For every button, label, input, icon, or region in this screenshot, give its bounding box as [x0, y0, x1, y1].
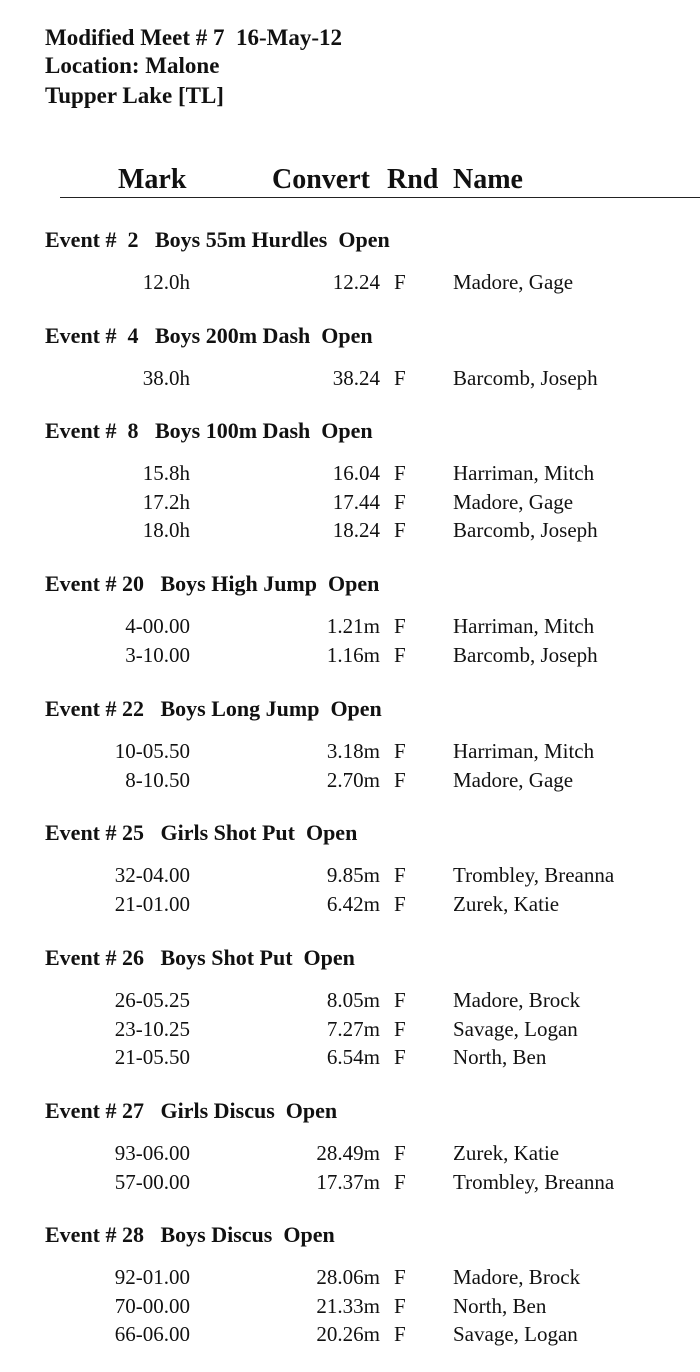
event-title: Event # 4 Boys 200m Dash Open — [45, 323, 373, 348]
athlete-name: Madore, Gage — [453, 270, 574, 294]
result-convert: 18.24 — [332, 518, 380, 543]
athlete-name: Savage, Logan — [453, 1322, 578, 1347]
result-mark: 93-06.00 — [114, 1141, 190, 1165]
result-round: F — [394, 270, 406, 294]
meet-title: Modified Meet # 7 16-May-12 — [45, 25, 343, 50]
column-header-rnd: Rnd — [387, 164, 439, 195]
result-convert: 1.16m — [326, 642, 380, 667]
result-convert: 16.04 — [332, 461, 380, 485]
result-row — [0, 269, 700, 295]
result-convert: 2.70m — [326, 767, 380, 792]
athlete-name: Barcomb, Joseph — [453, 642, 598, 667]
result-convert: 12.24 — [332, 270, 380, 294]
column-header-name: Name — [453, 164, 523, 195]
result-convert: 21.33m — [316, 1293, 380, 1318]
result-convert: 38.24 — [332, 366, 380, 390]
athlete-name: Madore, Gage — [453, 767, 574, 792]
result-round: F — [394, 767, 406, 792]
athlete-name: Zurek, Katie — [453, 1141, 560, 1165]
result-mark: 17.2h — [142, 489, 190, 514]
athlete-name: Madore, Gage — [453, 489, 574, 514]
result-mark: 38.0h — [142, 366, 190, 390]
result-convert: 3.18m — [326, 739, 380, 763]
athlete-name: Harriman, Mitch — [453, 461, 595, 485]
athlete-name: Trombley, Breanna — [453, 863, 615, 887]
result-round: F — [394, 1045, 406, 1070]
result-row — [0, 1169, 700, 1195]
result-round: F — [394, 1016, 406, 1041]
result-row — [0, 1264, 700, 1290]
result-convert: 6.42m — [326, 891, 380, 916]
team-name: Tupper Lake [TL] — [45, 83, 224, 108]
event-title: Event # 8 Boys 100m Dash Open — [45, 418, 373, 443]
result-convert: 9.85m — [326, 863, 380, 887]
result-mark: 26-05.25 — [114, 988, 190, 1012]
result-mark: 32-04.00 — [114, 863, 190, 887]
result-mark: 8-10.50 — [125, 767, 190, 792]
result-row — [0, 987, 700, 1013]
result-round: F — [394, 1141, 406, 1165]
result-mark: 15.8h — [142, 461, 190, 485]
meet-location: Location: Malone — [45, 53, 220, 78]
event-title: Event # 2 Boys 55m Hurdles Open — [45, 227, 390, 252]
result-convert: 7.27m — [326, 1016, 380, 1041]
event-title: Event # 22 Boys Long Jump Open — [45, 696, 382, 721]
result-convert: 1.21m — [326, 614, 380, 638]
result-round: F — [394, 1322, 406, 1347]
result-row — [0, 642, 700, 668]
result-mark: 3-10.00 — [125, 642, 190, 667]
event-title: Event # 28 Boys Discus Open — [45, 1222, 335, 1247]
result-row — [0, 767, 700, 793]
result-round: F — [394, 1169, 406, 1194]
athlete-name: Savage, Logan — [453, 1016, 578, 1041]
athlete-name: Madore, Brock — [453, 988, 581, 1012]
result-convert: 6.54m — [326, 1045, 380, 1070]
athlete-name: North, Ben — [453, 1045, 547, 1070]
result-mark: 23-10.25 — [114, 1016, 190, 1041]
result-convert: 17.37m — [316, 1169, 380, 1194]
result-row — [0, 1321, 700, 1347]
result-round: F — [394, 1293, 406, 1318]
result-mark: 66-06.00 — [114, 1322, 190, 1347]
result-mark: 10-05.50 — [114, 739, 190, 763]
result-row — [0, 517, 700, 543]
result-round: F — [394, 739, 406, 763]
athlete-name: Barcomb, Joseph — [453, 518, 598, 543]
event-title: Event # 25 Girls Shot Put Open — [45, 820, 358, 845]
athlete-name: North, Ben — [453, 1293, 547, 1318]
athlete-name: Madore, Brock — [453, 1265, 581, 1289]
result-round: F — [394, 891, 406, 916]
event-title: Event # 20 Boys High Jump Open — [45, 571, 380, 596]
result-convert: 20.26m — [316, 1322, 380, 1347]
result-row — [0, 1044, 700, 1070]
result-round: F — [394, 988, 406, 1012]
athlete-name: Barcomb, Joseph — [453, 366, 598, 390]
header-rule — [60, 197, 700, 198]
result-row — [0, 1293, 700, 1319]
result-row — [0, 1016, 700, 1042]
result-row — [0, 489, 700, 515]
result-round: F — [394, 518, 406, 543]
result-mark: 21-05.50 — [114, 1045, 190, 1070]
result-round: F — [394, 863, 406, 887]
result-round: F — [394, 489, 406, 514]
column-header-mark: Mark — [118, 164, 187, 195]
event-title: Event # 26 Boys Shot Put Open — [45, 945, 355, 970]
result-mark: 18.0h — [142, 518, 190, 543]
athlete-name: Trombley, Breanna — [453, 1169, 615, 1194]
result-convert: 8.05m — [326, 988, 380, 1012]
athlete-name: Harriman, Mitch — [453, 614, 595, 638]
result-mark: 4-00.00 — [125, 614, 190, 638]
result-row — [0, 1140, 700, 1166]
result-convert: 28.49m — [316, 1141, 380, 1165]
result-mark: 12.0h — [142, 270, 190, 294]
result-round: F — [394, 642, 406, 667]
result-mark: 21-01.00 — [114, 891, 190, 916]
result-convert: 17.44 — [332, 489, 380, 514]
result-mark: 57-00.00 — [114, 1169, 190, 1194]
result-row — [0, 891, 700, 917]
athlete-name: Zurek, Katie — [453, 891, 560, 916]
result-round: F — [394, 614, 406, 638]
result-mark: 70-00.00 — [114, 1293, 190, 1318]
result-round: F — [394, 1265, 406, 1289]
result-mark: 92-01.00 — [114, 1265, 190, 1289]
result-row — [0, 365, 700, 391]
column-header-convert: Convert — [272, 164, 370, 195]
result-convert: 28.06m — [316, 1265, 380, 1289]
athlete-name: Harriman, Mitch — [453, 739, 595, 763]
result-round: F — [394, 366, 406, 390]
result-row — [0, 613, 700, 639]
result-row — [0, 460, 700, 486]
result-round: F — [394, 461, 406, 485]
event-title: Event # 27 Girls Discus Open — [45, 1098, 338, 1123]
result-row — [0, 738, 700, 764]
result-row — [0, 862, 700, 888]
